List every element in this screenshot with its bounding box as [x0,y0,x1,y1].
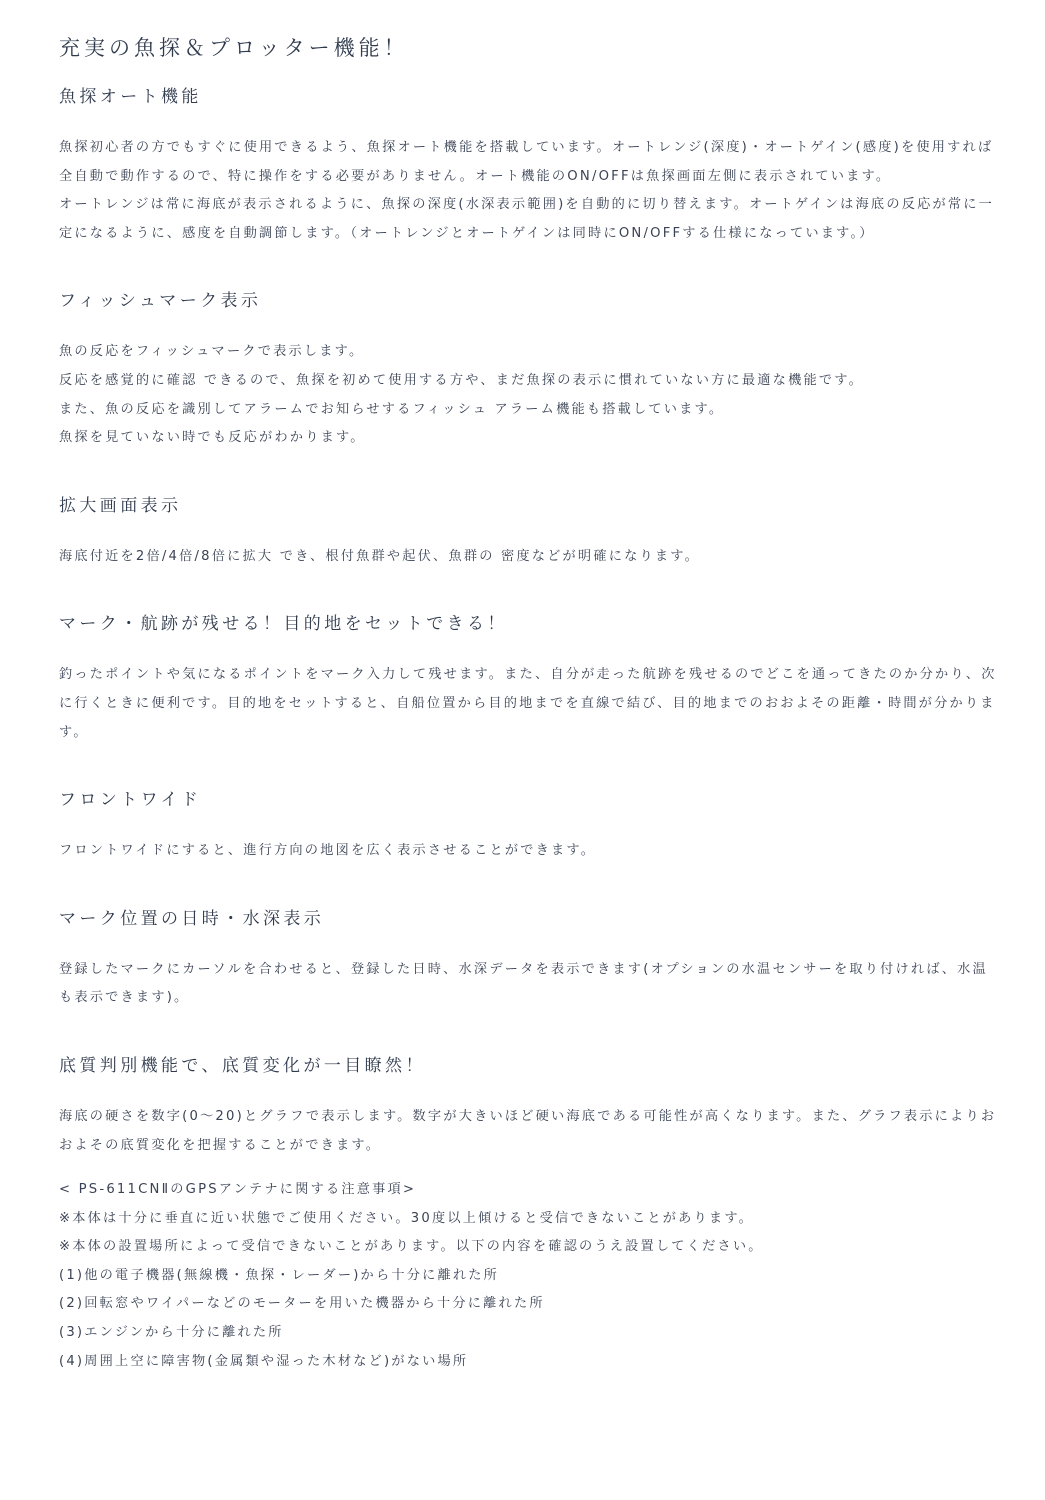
section-heading: 底質判別機能で、底質変化が一目瞭然！ [59,1055,426,1076]
paragraph: オートレンジは常に海底が表示されるように、魚探の深度(水深表示範囲)を自動的に切り替えます。オートゲインは海底の反応が常に一定になるように、感度を自動調節します。（オートレンジとオートゲインは同時にON/OFFする仕様になっています。） [59,197,995,241]
paragraph: 海底の硬さを数字(0〜20)とグラフで表示します。数字が大きいほど硬い海底である可能性が高くなります。また、グラフ表示によりおおよその底質変化を把握することができます。 [59,1108,997,1153]
section-auto-fishfinder [59,84,999,248]
paragraph: 魚の反応をフィッシュマークで表示します。 [59,344,365,360]
section-heading: 拡大画面表示 [59,495,182,516]
note-line: (2)回転窓やワイパーなどのモーターを用いた機器から十分に離れた所 [59,1296,545,1312]
section-heading: フィッシュマーク表示 [59,291,262,312]
page-title: 充実の魚探＆プロッター機能！ [59,36,409,60]
section-zoom-display [59,493,999,572]
section-bottom-discrimination [59,1053,999,1160]
section-fish-mark [59,288,999,452]
section-front-wide [59,787,999,866]
note-line: (1)他の電子機器(無線機・魚探・レーダー)から十分に離れた所 [59,1267,500,1283]
article [59,34,999,1376]
note-line: (4)周囲上空に障害物(金属類や湿った木材など)がない場所 [59,1353,469,1369]
paragraph: 釣ったポイントや気になるポイントをマーク入力して残せます。また、自分が走った航跡を残せるのでどこを通ってきたのか分かり、次に行くときに便利です。目的地をセットすると、自船位置から目的地までを直線で結び、目的地までのおおよその距離・時間が分かります。 [59,667,997,740]
note-line: ※本体の設置場所によって受信できないことがあります。以下の内容を確認のうえ設置してください。 [59,1239,764,1255]
gps-antenna-notes [59,1176,999,1376]
paragraph: 魚探を見ていない時でも反応がわかります。 [59,430,366,446]
paragraph: 反応を感覚的に確認 できるので、魚探を初めて使用する方や、まだ魚探の表示に慣れていない方に最適な機能です。 [59,372,864,388]
note-line: ※本体は十分に垂直に近い状態でご使用ください。30度以上傾けると受信できないことがあります。 [59,1210,755,1226]
section-heading: マーク・航跡が残せる！目的地をセットできる！ [59,614,508,635]
paragraph: 海底付近を2倍/4倍/8倍に拡大 でき、根付魚群や起伏、魚群の 密度などが明確になります。 [59,548,700,564]
note-line: (3)エンジンから十分に離れた所 [59,1325,284,1341]
paragraph: フロントワイドにすると、進行方向の地図を広く表示させることができます。 [59,843,597,859]
paragraph: また、魚の反応を識別してアラームでお知らせするフィッシュ アラーム機能も搭載しています。 [59,401,725,417]
paragraph: 登録したマークにカーソルを合わせると、登録した日時、水深データを表示できます(オプションの水温センサーを取り付ければ、水温も表示できます)。 [59,961,988,1006]
section-mark-datetime-depth [59,906,999,1013]
section-mark-track [59,611,999,747]
paragraph: 魚探初心者の方でもすぐに使用できるよう、魚探オート機能を搭載しています。オートレンジ(深度)・オートゲイン(感度)を使用すれば全自動で動作するので、特に操作をする必要がありません。オート機能のON/OFFは魚探画面左側に表示されています。 [59,140,994,184]
note-heading: < PS-611CNⅡのGPSアンテナに関する注意事項> [59,1182,417,1198]
section-heading: マーク位置の日時・水深表示 [59,908,325,929]
section-heading: 魚探オート機能 [59,87,202,107]
section-heading: フロントワイド [59,790,202,811]
